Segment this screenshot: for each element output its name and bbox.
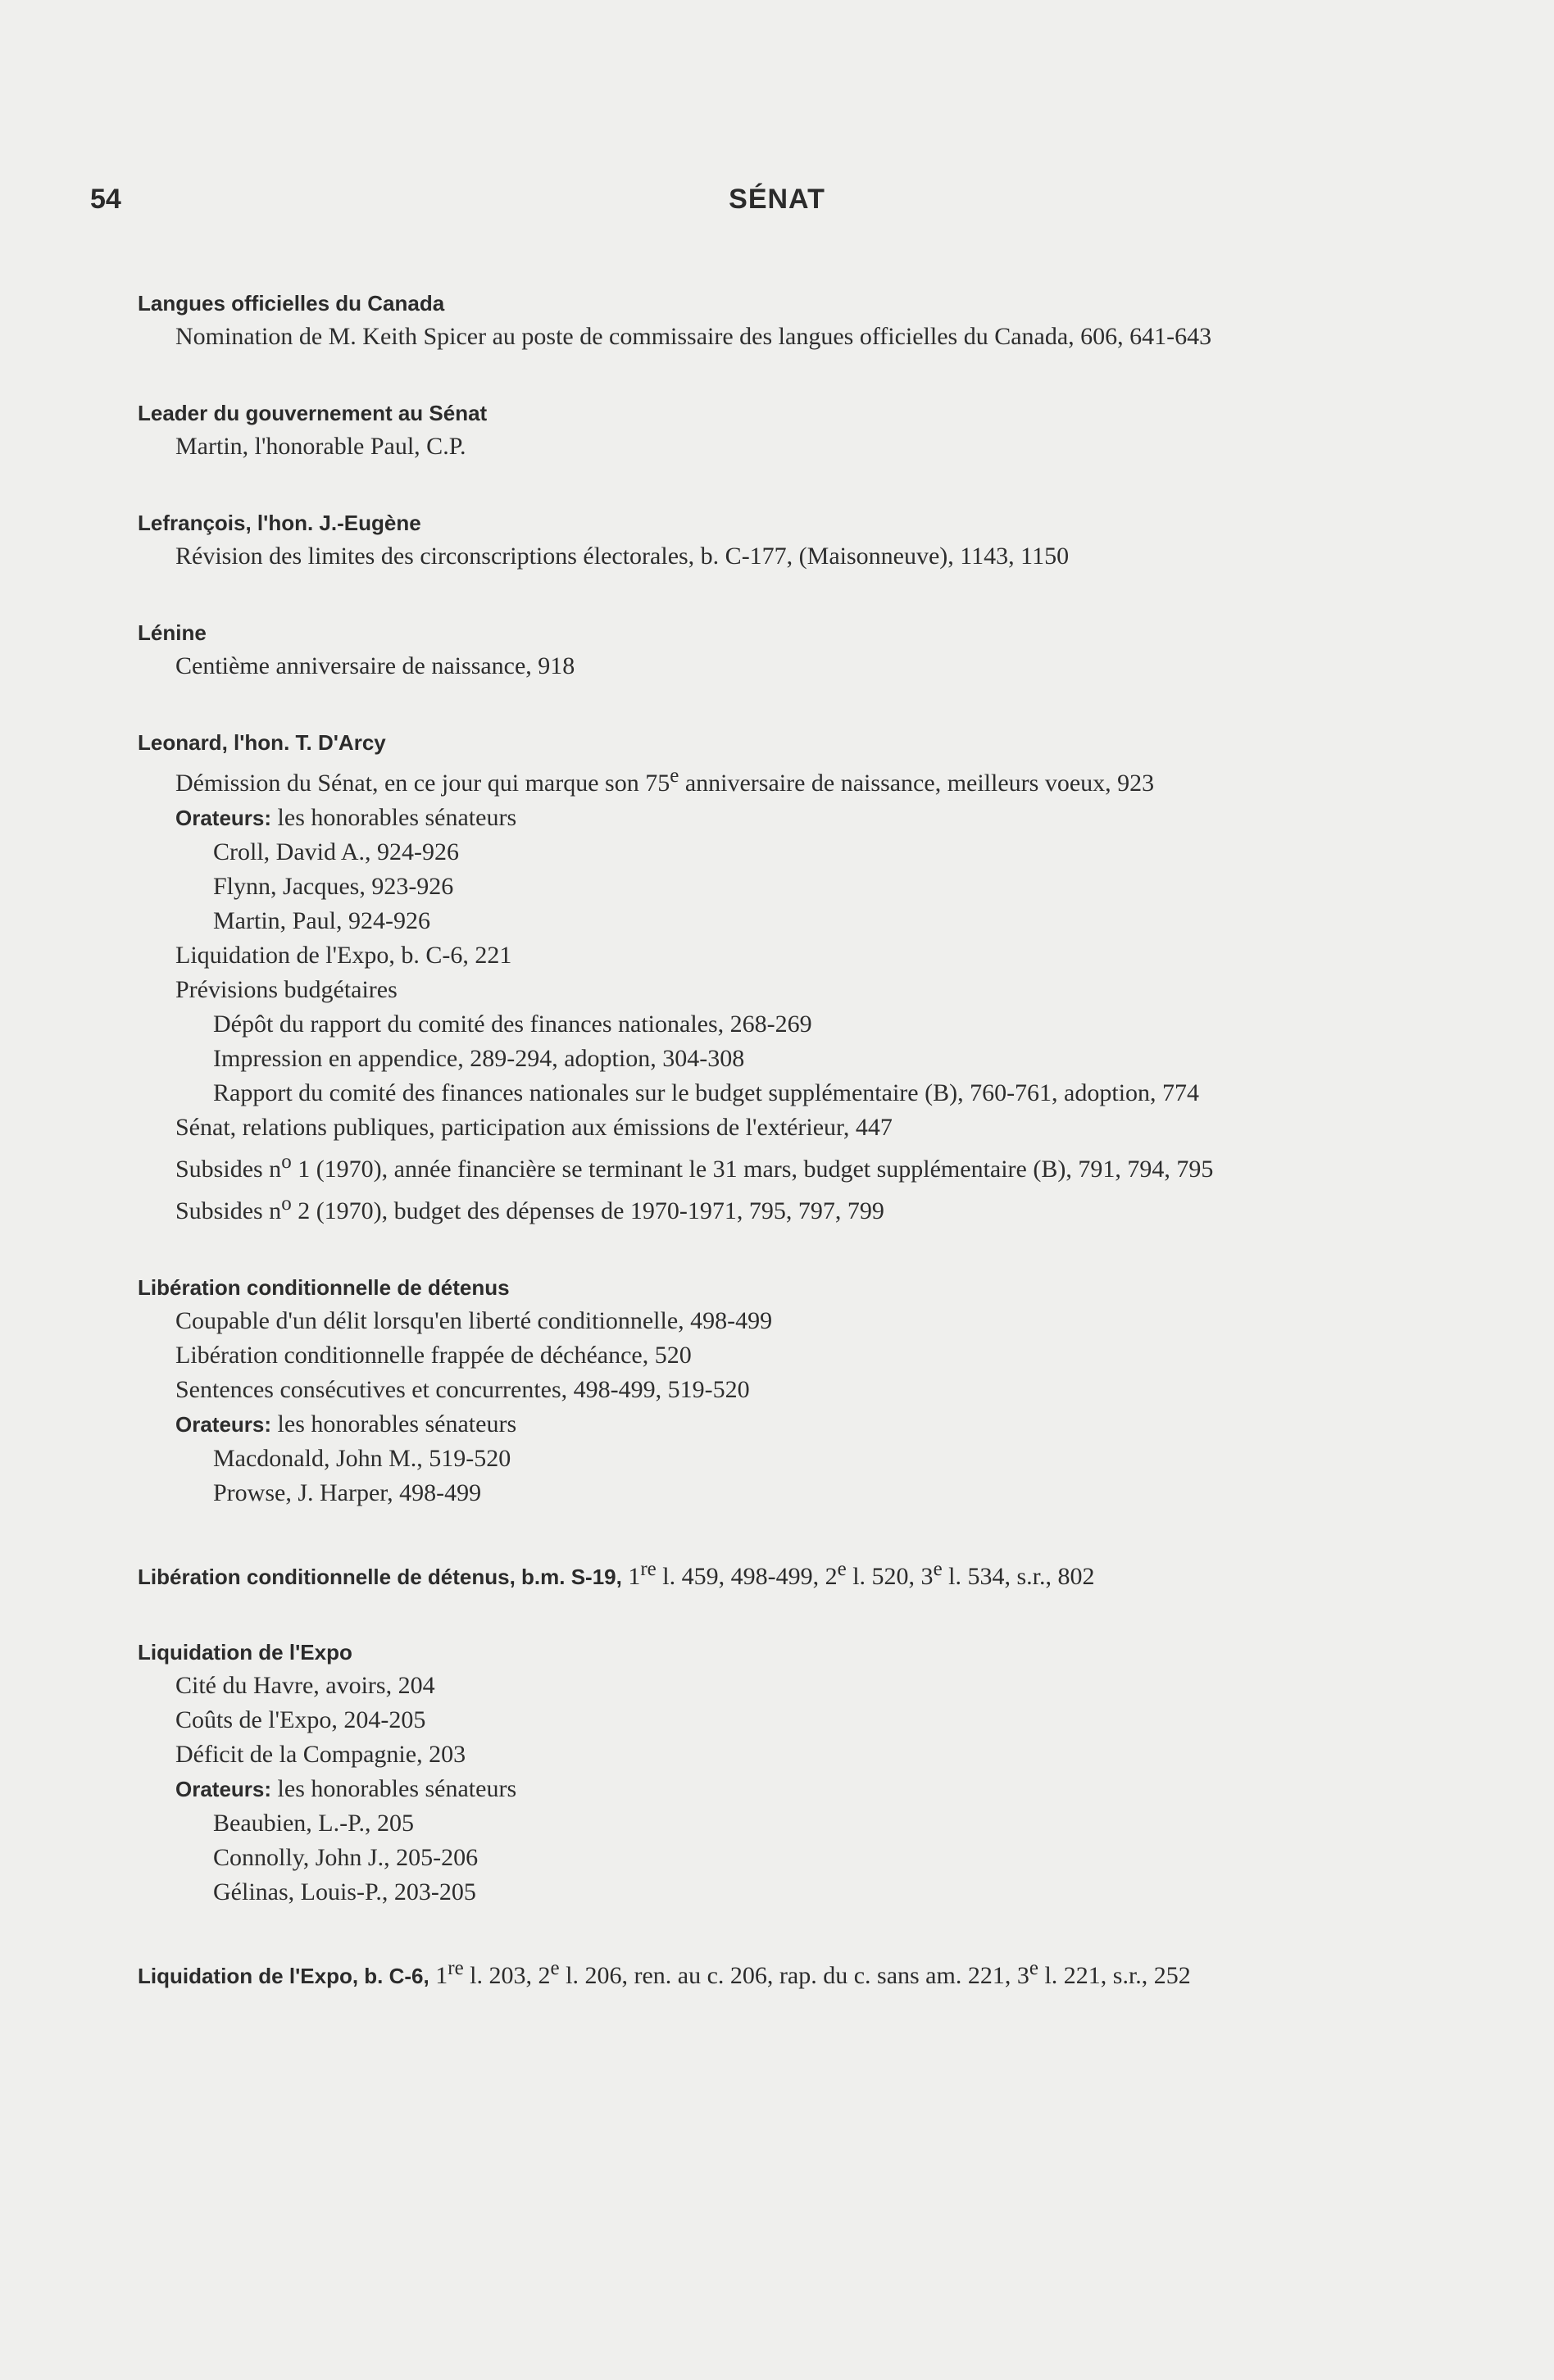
orateurs-label: Orateurs:: [175, 806, 272, 830]
entry-heading: Leonard, l'hon. T. D'Arcy: [138, 730, 386, 755]
orateur-item: Martin, Paul, 924-926: [213, 907, 430, 934]
subentry: [138, 1187, 1416, 1229]
reading-text: l. 203, 2: [463, 1962, 551, 1989]
superscript: re: [640, 1558, 657, 1580]
subentry: Centième anniversaire de naissance, 918: [175, 652, 575, 679]
superscript: o: [281, 1192, 292, 1215]
entry-heading: Libération conditionnelle de détenus, b.m. S-19,: [138, 1565, 622, 1589]
orateur-item: Macdonald, John M., 519-520: [213, 1445, 511, 1472]
entry-heading: Liquidation de l'Expo: [138, 1640, 352, 1665]
superscript: e: [550, 1957, 560, 1979]
reading-text: 1: [429, 1962, 448, 1989]
entry-heading: Langues officielles du Canada: [138, 291, 445, 316]
orateur-item: Prowse, J. Harper, 498-499: [213, 1479, 482, 1506]
orateur-item: Gélinas, Louis-P., 203-205: [213, 1878, 476, 1905]
orateur-item: Flynn, Jacques, 923-926: [213, 873, 454, 900]
index-entry: [138, 397, 1416, 464]
sub-subentry: Impression en appendice, 289-294, adoption, 304-308: [213, 1045, 745, 1072]
bill-entry: [138, 1952, 1416, 1992]
reading-text: l. 459, 498-499, 2: [656, 1563, 838, 1590]
reading-text: l. 520, 3: [846, 1563, 934, 1590]
subentry: Martin, l'honorable Paul, C.P.: [175, 433, 466, 460]
index-entry: [138, 1952, 1416, 1992]
index-entry: [138, 726, 1416, 1229]
orateur-item: Connolly, John J., 205-206: [213, 1844, 479, 1871]
entry-heading: Lefrançois, l'hon. J.-Eugène: [138, 511, 421, 535]
subentry: Déficit de la Compagnie, 203: [175, 1741, 466, 1768]
index-entry: [138, 1636, 1416, 1910]
page-header: [0, 184, 1554, 225]
reading-text: l. 534, s.r., 802: [942, 1563, 1095, 1590]
subentry-text: anniversaire de naissance, meilleurs voeux, 923: [679, 770, 1155, 797]
subentry: Sénat, relations publiques, participation aux émissions de l'extérieur, 447: [175, 1114, 893, 1141]
subentry: Nomination de M. Keith Spicer au poste de commissaire des langues officielles du Canada, 606, 641-643: [175, 323, 1212, 350]
orateurs-text: les honorables sénateurs: [271, 1775, 517, 1802]
index-content: [138, 287, 1416, 2035]
superscript: e: [837, 1558, 847, 1580]
index-entry: [138, 616, 1416, 684]
reading-text: l. 206, ren. au c. 206, rap. du c. sans am. 221, 3: [559, 1962, 1029, 1989]
page-number: 54: [90, 184, 121, 215]
superscript: e: [1029, 1957, 1038, 1979]
superscript: o: [281, 1151, 292, 1173]
entry-heading: Libération conditionnelle de détenus: [138, 1275, 510, 1300]
superscript: e: [670, 765, 679, 787]
orateurs-line: [138, 801, 1416, 835]
orateurs-text: les honorables sénateurs: [271, 1410, 517, 1438]
subentry: Liquidation de l'Expo, b. C-6, 221: [175, 942, 512, 969]
subentry: Sentences consécutives et concurrentes, 498-499, 519-520: [175, 1376, 750, 1403]
index-entry: [138, 506, 1416, 574]
orateur-item: Croll, David A., 924-926: [213, 838, 459, 865]
sub-subentry: Dépôt du rapport du comité des finances nationales, 268-269: [213, 1011, 812, 1038]
subentry-text: 1 (1970), année financière se terminant le 31 mars, budget supplémentaire (B), 791, 794, 795: [291, 1156, 1214, 1183]
bill-entry: [138, 1553, 1416, 1593]
subentry: Libération conditionnelle frappée de déchéance, 520: [175, 1342, 692, 1369]
subentry-text: Subsides n: [175, 1197, 282, 1224]
entry-heading: Lénine: [138, 620, 207, 645]
reading-text: l. 221, s.r., 252: [1038, 1962, 1191, 1989]
subentry: Révision des limites des circonscriptions électorales, b. C-177, (Maisonneuve), 1143, 1150: [175, 543, 1070, 570]
superscript: re: [448, 1957, 464, 1979]
subentry: Coupable d'un délit lorsqu'en liberté conditionnelle, 498-499: [175, 1307, 773, 1334]
orateurs-label: Orateurs:: [175, 1777, 272, 1801]
subentry: [138, 759, 1416, 801]
subentry: Cité du Havre, avoirs, 204: [175, 1672, 435, 1699]
entry-heading: Leader du gouvernement au Sénat: [138, 401, 488, 425]
subentry: Coûts de l'Expo, 204-205: [175, 1706, 426, 1733]
subentry-text: Subsides n: [175, 1156, 282, 1183]
reading-text: 1: [621, 1563, 641, 1590]
orateur-item: Beaubien, L.-P., 205: [213, 1810, 414, 1837]
running-title: SÉNAT: [729, 184, 825, 215]
bill-readings: [429, 1957, 1191, 1989]
orateurs-text: les honorables sénateurs: [271, 804, 517, 831]
orateurs-label: Orateurs:: [175, 1412, 272, 1437]
index-entry: [138, 287, 1416, 354]
orateurs-line: [138, 1407, 1416, 1442]
subentry-text: Démission du Sénat, en ce jour qui marque son 75: [175, 770, 670, 797]
entry-heading: Liquidation de l'Expo, b. C-6,: [138, 1964, 429, 1988]
subentry-text: 2 (1970), budget des dépenses de 1970-1971, 795, 797, 799: [291, 1197, 884, 1224]
orateurs-line: [138, 1772, 1416, 1806]
index-entry: [138, 1271, 1416, 1510]
subentry: [138, 1145, 1416, 1187]
subentry: Prévisions budgétaires: [175, 976, 398, 1003]
index-entry: [138, 1553, 1416, 1593]
superscript: e: [933, 1558, 943, 1580]
bill-readings: [621, 1558, 1095, 1590]
sub-subentry: Rapport du comité des finances nationales sur le budget supplémentaire (B), 760-761, adoption, 774: [213, 1079, 1200, 1106]
